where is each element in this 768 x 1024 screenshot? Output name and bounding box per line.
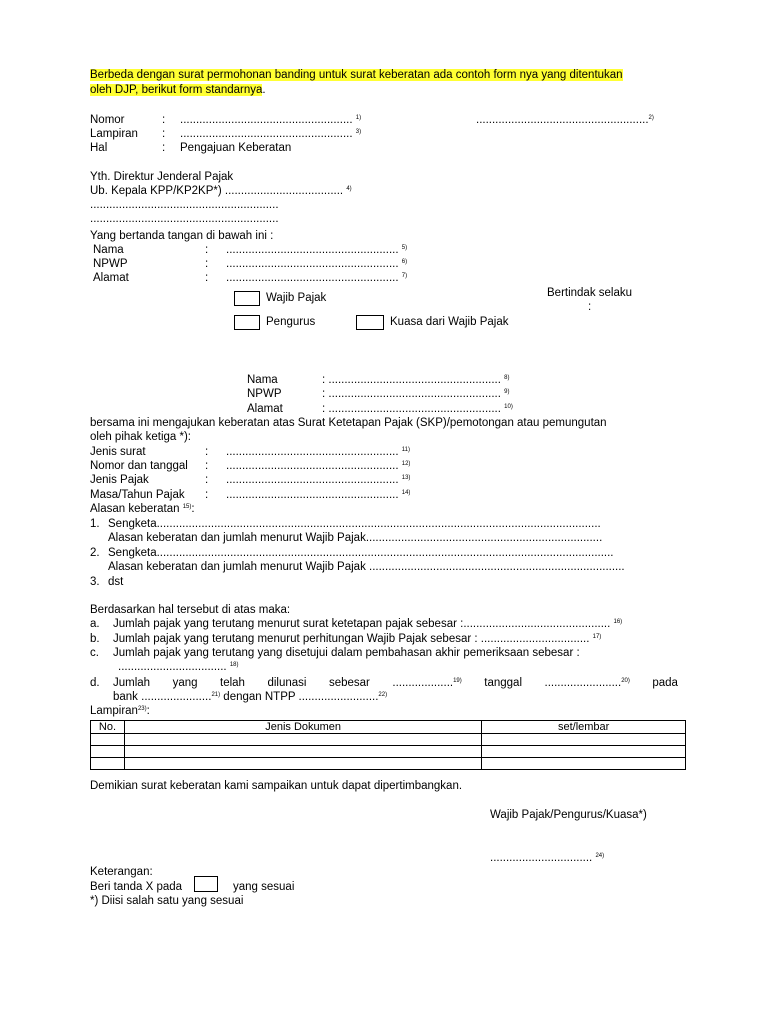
address-dots-1: ........................................................... (90, 199, 279, 211)
signer-intro: Yang bertanda tangan di bawah ini : (90, 230, 274, 242)
table-cell[interactable] (482, 734, 686, 746)
jenis-surat-field: ...................................................... $^{11)}$ (226, 446, 410, 458)
col-no-header: No. (91, 721, 125, 734)
address-line-2: Ub. Kepala KPP/KP2KP*) ..................................... $^{4)}$ (90, 185, 352, 197)
signer-nama-colon: : (205, 244, 209, 256)
signatory-label: Wajib Pajak/Pengurus/Kuasa*) (490, 809, 647, 821)
masa-tahun-field: ...................................................... $^{14)}$ (226, 489, 411, 501)
address-dots-2: ........................................................... (90, 213, 279, 225)
reasons-title: Alasan keberatan $^{15)}$: (90, 503, 195, 515)
example-checkbox (194, 876, 218, 892)
conclusion-c-dots: .................................. $^{18)}$ (118, 661, 239, 673)
taxpayer-npwp-field: : ...................................................... $^{9)}$ (322, 388, 510, 400)
attachments-title: Lampiran$^{23)}$: (90, 705, 150, 717)
signer-nama-field: ...................................................... $^{5)}$ (226, 244, 408, 256)
reason-1-alasan: Alasan keberatan dan jumlah menurut Wajib Pajak.......................................................................... (108, 532, 603, 544)
signer-npwp-label: NPWP (93, 258, 128, 270)
reason-2-number: 2. (90, 547, 100, 559)
taxpayer-npwp-label: NPWP (247, 388, 282, 400)
taxpayer-nama-label: Nama (247, 374, 278, 386)
conclusion-b-text: Jumlah pajak yang terutang menurut perhitungan Wajib Pajak sebesar : .................................. $^{17)}$ (113, 633, 602, 645)
lampiran-label: Lampiran (90, 128, 138, 140)
submission-line-2: oleh pihak ketiga *): (90, 431, 192, 443)
wajib-pajak-label: Wajib Pajak (266, 292, 327, 304)
signer-nama-label: Nama (93, 244, 124, 256)
table-cell[interactable] (482, 746, 686, 758)
reason-2-sengketa: Sengketa............................................................................................................................................... (108, 547, 614, 559)
notes-mark-a: Beri tanda X pada (90, 881, 183, 893)
table-cell[interactable] (482, 758, 686, 770)
signer-alamat-field: ...................................................... $^{7)}$ (226, 272, 408, 284)
taxpayer-nama-field: : ...................................................... $^{8)}$ (322, 374, 510, 386)
notes-mark-b: yang sesuai (233, 881, 295, 893)
intro-line-2: oleh DJP, berikut form standarnya. (90, 84, 266, 96)
signature-field: ................................ $^{24)}$ (490, 852, 605, 864)
notes-fill: *) Diisi salah satu yang sesuai (90, 895, 244, 907)
lampiran-colon: : (162, 128, 166, 140)
reason-3-dst: dst (108, 576, 124, 588)
pengurus-label: Pengurus (266, 316, 316, 328)
reason-1-number: 1. (90, 518, 100, 530)
conclusion-d-line: Jumlah yang telah dilunasi sebesar ...................$^{19)}$ tanggal ........................$^{20)}$ pada (113, 677, 678, 689)
conclusion-a-label: a. (90, 618, 100, 630)
wajib-pajak-checkbox[interactable] (234, 291, 260, 306)
address-line-1: Yth. Direktur Jenderal Pajak (90, 171, 234, 183)
nomor-tanggal-colon: : (205, 460, 209, 472)
table-cell[interactable] (91, 734, 125, 746)
conclusion-c-label: c. (90, 647, 99, 659)
attachments-header-row (91, 721, 686, 734)
conclusion-c-text: Jumlah pajak yang terutang yang disetujui dalam pembahasan akhir pemeriksaan sebesar : (113, 647, 580, 659)
col-jenis-dokumen-header: Jenis Dokumen (124, 721, 481, 734)
hal-value: Pengajuan Keberatan (180, 142, 292, 154)
reason-1-sengketa: Sengketa........................................................................................................................................... (108, 518, 601, 530)
signer-npwp-colon: : (205, 258, 209, 270)
taxpayer-alamat-field: : ...................................................... $^{10)}$ (322, 403, 513, 415)
nomor-tanggal-field: ...................................................... $^{12)}$ (226, 460, 411, 472)
reason-3-number: 3. (90, 576, 100, 588)
table-cell[interactable] (124, 746, 481, 758)
col-set-lembar-header: set/lembar (482, 721, 686, 734)
submission-line-1: bersama ini mengajukan keberatan atas Surat Ketetapan Pajak (SKP)/pemotongan atau pemungutan (90, 417, 607, 429)
intro-line-1: Berbeda dengan surat permohonan banding untuk surat keberatan ada contoh form nya yang ditentukan (90, 69, 623, 81)
conclusion-b-label: b. (90, 633, 100, 645)
hal-label: Hal (90, 142, 108, 154)
place-date-field: ......................................................$^{2)}$ (476, 114, 654, 126)
signer-alamat-label: Alamat (93, 272, 129, 284)
nomor-tanggal-label: Nomor dan tanggal (90, 460, 188, 472)
pengurus-checkbox[interactable] (234, 315, 260, 330)
table-row (91, 734, 686, 746)
table-cell[interactable] (124, 734, 481, 746)
reason-2-alasan: Alasan keberatan dan jumlah menurut Wajib Pajak ................................................................................ (108, 561, 625, 573)
kuasa-label: Kuasa dari Wajib Pajak (390, 316, 509, 328)
table-cell[interactable] (91, 746, 125, 758)
acting-colon: : (588, 301, 592, 313)
jenis-pajak-field: ...................................................... $^{13)}$ (226, 474, 411, 486)
table-cell[interactable] (91, 758, 125, 770)
signer-alamat-colon: : (205, 272, 209, 284)
lampiran-field: ...................................................... $^{3)}$ (180, 128, 362, 140)
conclusion-a-text: Jumlah pajak yang terutang menurut surat ketetapan pajak sebesar :.............................................. $^{16)}$ (113, 618, 623, 630)
masa-tahun-colon: : (205, 489, 209, 501)
jenis-pajak-colon: : (205, 474, 209, 486)
attachments-table (90, 720, 686, 770)
taxpayer-alamat-label: Alamat (247, 403, 283, 415)
conclusion-d-line-2: bank ......................$^{21)}$ dengan NTPP .........................$^{22)}$ (113, 691, 388, 703)
jenis-surat-colon: : (205, 446, 209, 458)
table-row (91, 758, 686, 770)
signer-npwp-field: ...................................................... $^{6)}$ (226, 258, 408, 270)
notes-title: Keterangan: (90, 866, 153, 878)
conclusion-title: Berdasarkan hal tersebut di atas maka: (90, 604, 291, 616)
jenis-pajak-label: Jenis Pajak (90, 474, 149, 486)
acting-label: Bertindak selaku (547, 287, 633, 299)
table-cell[interactable] (124, 758, 481, 770)
hal-colon: : (162, 142, 166, 154)
closing-text: Demikian surat keberatan kami sampaikan untuk dapat dipertimbangkan. (90, 780, 463, 792)
masa-tahun-label: Masa/Tahun Pajak (90, 489, 185, 501)
table-row (91, 746, 686, 758)
nomor-field: ...................................................... $^{1)}$ (180, 114, 362, 126)
nomor-colon: : (162, 114, 166, 126)
kuasa-checkbox[interactable] (356, 315, 384, 330)
nomor-label: Nomor (90, 114, 125, 126)
jenis-surat-label: Jenis surat (90, 446, 146, 458)
conclusion-d-label: d. (90, 677, 100, 689)
